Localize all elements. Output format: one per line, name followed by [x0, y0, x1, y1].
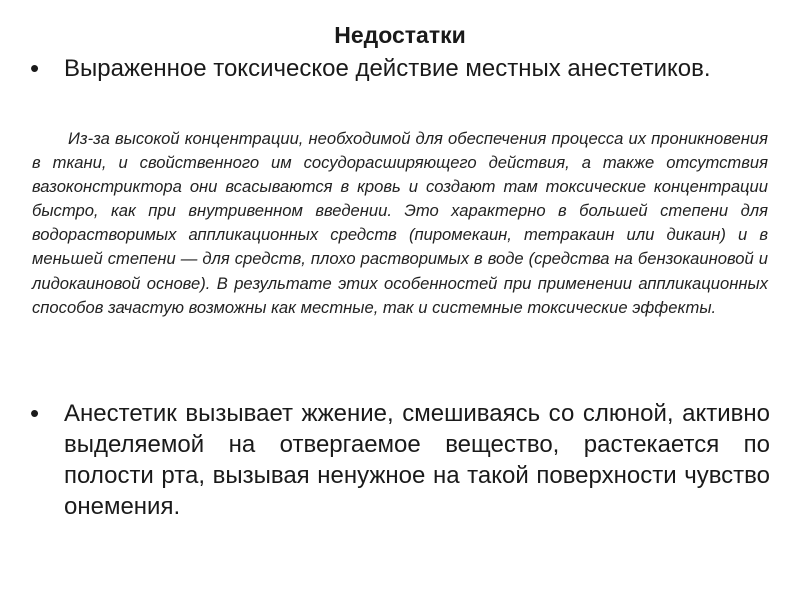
- explanation-paragraph: Из-за высокой концентрации, необходимой для обеспечения процесса их проникновения в ткани, и свойственного им сосудорасширяющего действия, а также отсутствия вазоконстриктора они всасываются в кровь и создают там токсические концентрации быстро, как при внутривенном введении. Это характерно в большей степени для водорастворимых аппликационных средств (пиромекаин, тетракаин или дикаин) и в меньшей степени — для средств, плохо растворимых в воде (средства на бензокаиновой и лидокаиновой основе). В результате этих особенностей при применении аппликационных способов зачастую возможны как местные, так и системные токсические эффекты.: [32, 129, 768, 317]
- bullet-icon: •: [30, 398, 40, 428]
- bullet-item-burning: [30, 398, 770, 528]
- slide-title: Недостатки: [334, 22, 466, 48]
- bullet-icon: •: [30, 53, 40, 83]
- bullet-text: Выраженное токсическое действие местных анестетиков.: [64, 55, 711, 82]
- bullet-item-toxicity: [30, 53, 770, 123]
- bullet-text: Анестетик вызывает жжение, смешиваясь со слюной, активно выделяемой на отвергаемое вещество, растекается по полости рта, вызывая ненужное на такой поверхности чувство онемения.: [64, 400, 770, 520]
